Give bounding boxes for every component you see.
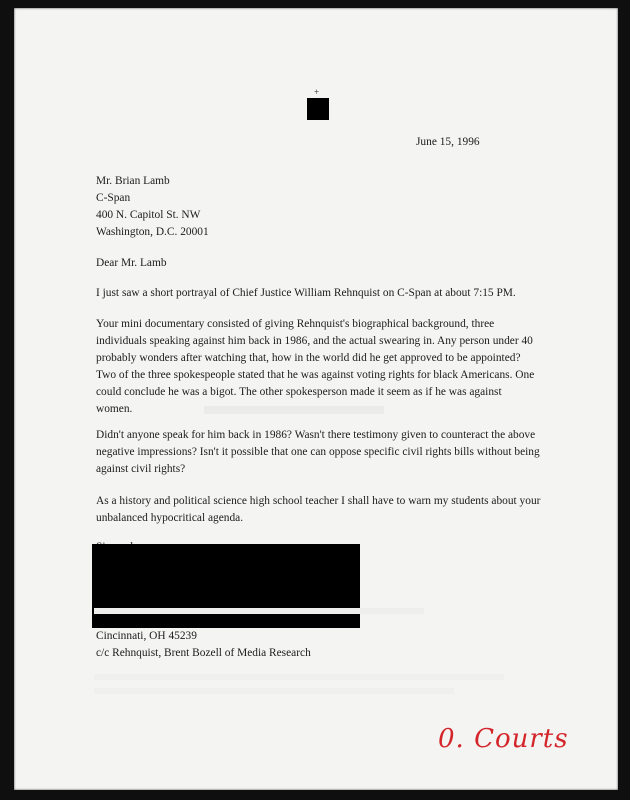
letter-date: June 15, 1996 (416, 136, 480, 148)
recipient-organization: C-Span (96, 192, 131, 204)
show-through-line-4 (94, 688, 454, 694)
paragraph-2-line-5: could conclude he was a bigot. The other spokesperson made it seem as if he was against (96, 386, 502, 398)
show-through-line-1 (204, 406, 384, 414)
paragraph-2-line-3: probably wonders after watching that, how in the world did he get approved to be appointed? (96, 352, 521, 364)
paragraph-2-line-1: Your mini documentary consisted of giving Rehnquist's biographical background, three (96, 318, 495, 330)
show-through-line-2 (94, 608, 424, 614)
paragraph-3-line-1: Didn't anyone speak for him back in 1986? Wasn't there testimony given to counteract the above (96, 429, 536, 441)
paragraph-1-line-1: I just saw a short portrayal of Chief Justice William Rehnquist on C-Span at about 7:15 PM. (96, 287, 516, 299)
paragraph-2-line-2: individuals speaking against him back in 1986, and the actual swearing in. Any person under 40 (96, 335, 533, 347)
recipient-city: Washington, D.C. 20001 (96, 226, 209, 238)
handwritten-annotation: 0. Courts (438, 724, 569, 754)
redacted-letterhead (307, 98, 329, 120)
paragraph-4-line-2: unbalanced hypocritical agenda. (96, 512, 244, 524)
recipient-street: 400 N. Capitol St. NW (96, 209, 201, 221)
sender-city: Cincinnati, OH 45239 (96, 630, 197, 642)
paragraph-3-line-2: negative impressions? Isn't it possible that one can oppose specific civil rights bills without being (96, 446, 540, 458)
paragraph-3-line-3: against civil rights? (96, 463, 186, 475)
redacted-signature (92, 544, 360, 628)
recipient-name: Mr. Brian Lamb (96, 175, 170, 187)
paragraph-4-line-1: As a history and political science high school teacher I shall have to warn my students about your (96, 495, 541, 507)
salutation: Dear Mr. Lamb (96, 257, 167, 269)
carbon-copy: c/c Rehnquist, Brent Bozell of Media Research (96, 647, 311, 659)
letter-page (14, 8, 618, 790)
paragraph-2-line-6: women. (96, 403, 133, 415)
show-through-line-3 (94, 674, 504, 680)
paragraph-2-line-4: Two of the three spokespeople stated that he was against voting rights for black Americans. One (96, 369, 535, 381)
registration-mark: + (314, 87, 320, 97)
